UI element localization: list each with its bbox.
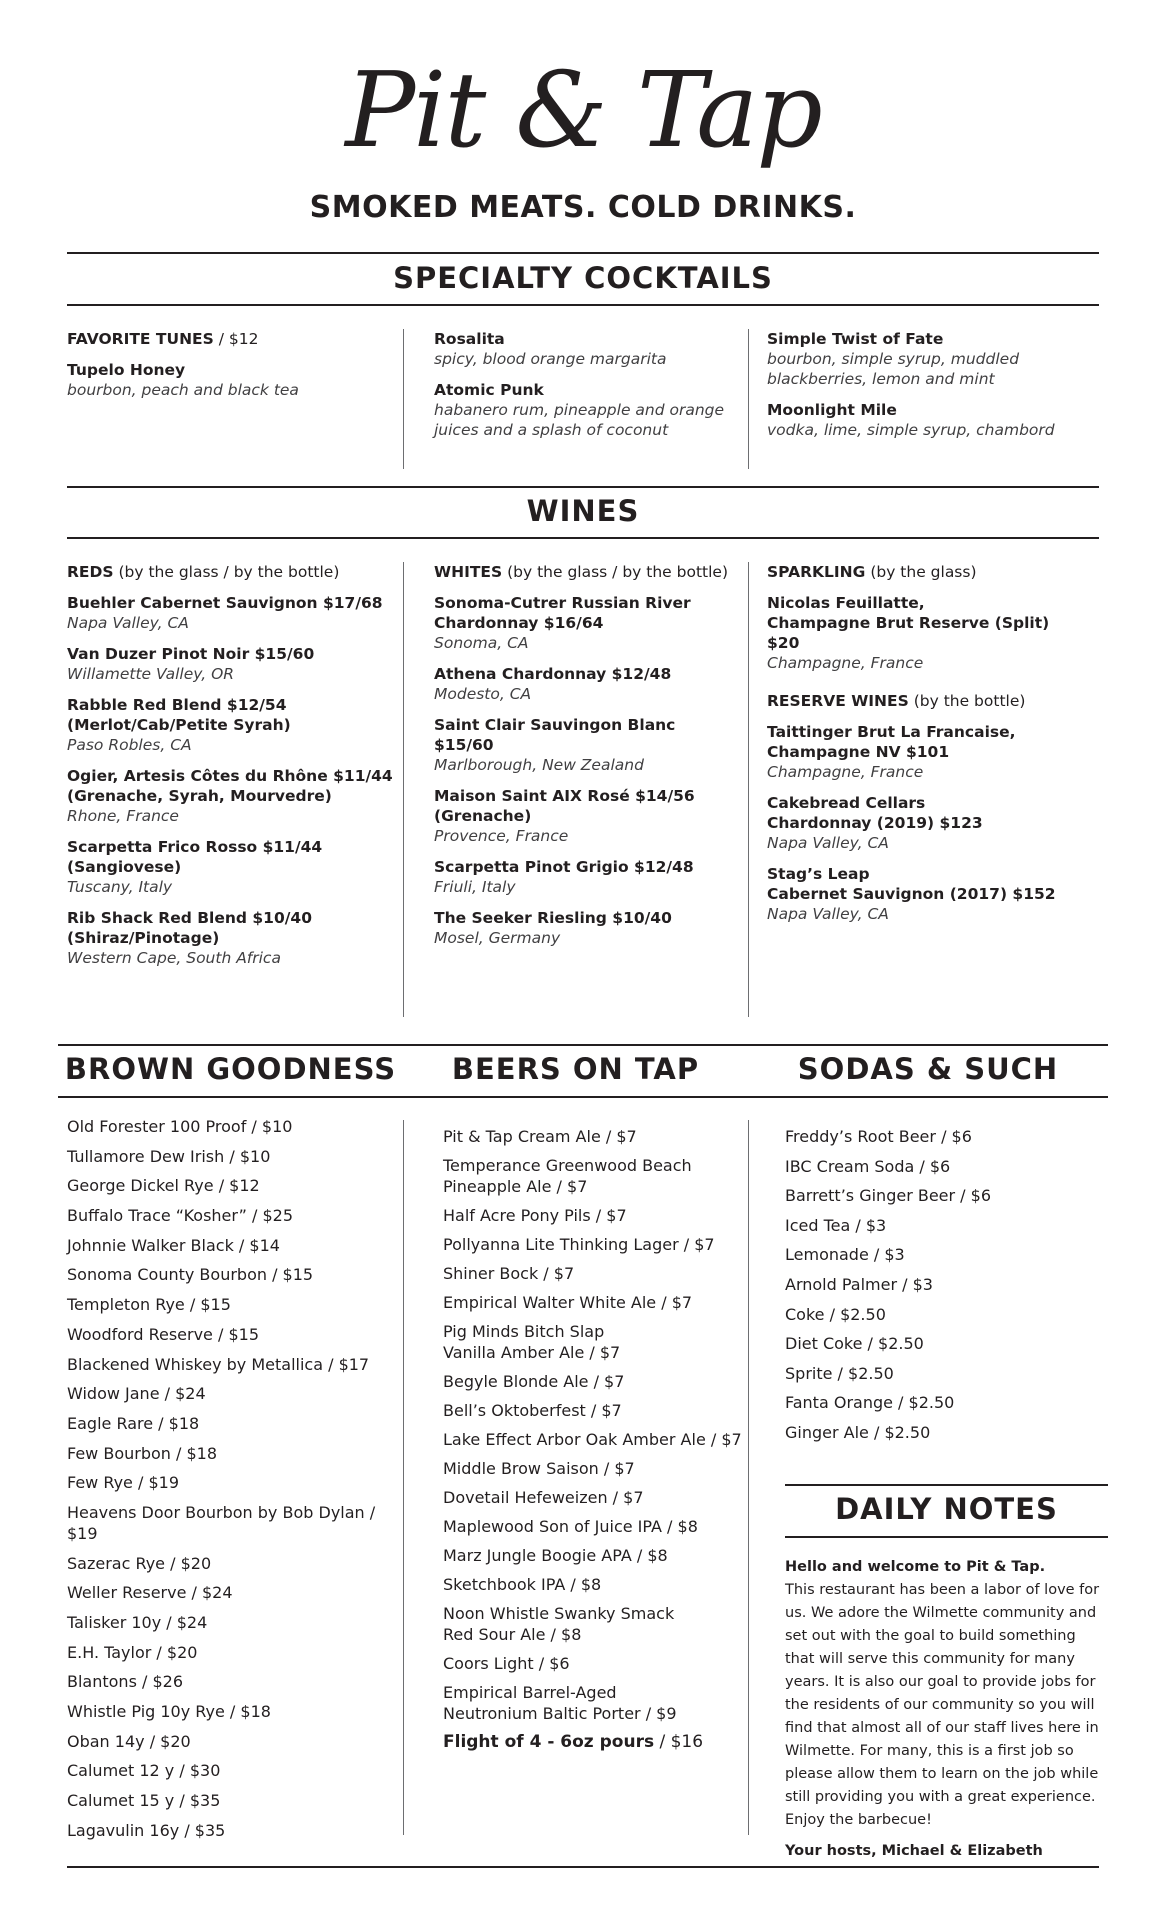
item-name: Rib Shack Red Blend $10/40 (Shiraz/Pinotage) — [67, 909, 312, 947]
list-item: Noon Whistle Swanky Smack Red Sour Ale / $8 — [443, 1604, 675, 1644]
item-description: Mosel, Germany — [434, 929, 561, 947]
list-item: Empirical Walter White Ale / $7 — [443, 1293, 693, 1312]
list-item: Sonoma County Bourbon / $15 — [67, 1265, 314, 1285]
item-name: Rosalita — [434, 330, 505, 348]
item-description: Champagne, France — [767, 654, 924, 672]
wine-group-header: RESERVE WINES (by the bottle) — [767, 692, 1026, 710]
item-description: Champagne, France — [767, 763, 924, 781]
list-item: Shiner Bock / $7 — [443, 1264, 575, 1283]
list-item: Lake Effect Arbor Oak Amber Ale / $7 — [443, 1430, 742, 1449]
daily-notes-text — [785, 1556, 1105, 1863]
list-item: Templeton Rye / $15 — [67, 1295, 231, 1315]
item-name: Rabble Red Blend $12/54 (Merlot/Cab/Petite Syrah) — [67, 696, 291, 734]
menu-item — [434, 380, 734, 440]
cocktail-group-header: FAVORITE TUNES / $12 — [67, 330, 259, 348]
item-description: Marlborough, New Zealand — [434, 756, 644, 774]
menu-item — [67, 766, 397, 826]
item-name: Maison Saint AIX Rosé $14/56 (Grenache) — [434, 787, 695, 825]
notes-body: This restaurant has been a labor of love for us. We adore the Wilmette community and set out with the goal to build something that will serve this community for many years. It is also our goal to provide jobs for the residents of our community so you will find that almost all of our staff lives here in Wilmette. For many, this is a first job so please allow them to learn on the job while still providing you with a great experience. Enjoy the barbecue! — [785, 1582, 1100, 1828]
list-item: Lemonade / $3 — [785, 1245, 905, 1265]
wine-group-header: REDS (by the glass / by the bottle) — [67, 563, 340, 581]
list-item: E.H. Taylor / $20 — [67, 1642, 198, 1662]
list-item: George Dickel Rye / $12 — [67, 1176, 260, 1196]
menu-item — [434, 664, 739, 704]
item-name: Ogier, Artesis Côtes du Rhône $11/44 (Grenache, Syrah, Mourvedre) — [67, 767, 393, 805]
menu-item — [434, 857, 739, 897]
cocktails-column-3 — [767, 329, 1087, 451]
list-item: Blantons / $26 — [67, 1672, 184, 1692]
list-item: Pit & Tap Cream Ale / $7 — [443, 1127, 637, 1146]
menu-item — [767, 722, 1097, 782]
section-title-sodas: SODAS & SUCH — [797, 1052, 1059, 1086]
item-name: Saint Clair Sauvingon Blanc $15/60 — [434, 716, 676, 754]
beers-on-tap-list — [443, 1126, 743, 1753]
list-item: Tullamore Dew Irish / $10 — [67, 1146, 271, 1166]
menu-item — [434, 715, 739, 775]
list-item: Calumet 12 y / $30 — [67, 1761, 221, 1781]
list-item: Barrett’s Ginger Beer / $6 — [785, 1186, 992, 1206]
menu-item — [67, 360, 387, 400]
divider — [67, 252, 1099, 254]
tagline: SMOKED MEATS. COLD DRINKS. — [309, 190, 857, 225]
wines-reds-column — [67, 562, 397, 979]
list-item: Calumet 15 y / $35 — [67, 1791, 221, 1811]
list-item: Widow Jane / $24 — [67, 1384, 206, 1404]
item-description: Friuli, Italy — [434, 878, 516, 896]
menu-item — [67, 837, 397, 897]
item-name: Scarpetta Frico Rosso $11/44 (Sangiovese) — [67, 838, 323, 876]
column-divider — [403, 562, 404, 1017]
divider — [785, 1536, 1108, 1538]
section-title-wines: WINES — [526, 494, 640, 528]
item-description: Rhone, France — [67, 807, 179, 825]
item-description: Willamette Valley, OR — [67, 665, 235, 683]
item-name: Van Duzer Pinot Noir $15/60 — [67, 645, 315, 663]
list-item: Bell’s Oktoberfest / $7 — [443, 1401, 622, 1420]
menu-item — [434, 786, 739, 846]
menu-item — [434, 593, 739, 653]
list-item: Blackened Whiskey by Metallica / $17 — [67, 1354, 370, 1374]
list-item: Dovetail Hefeweizen / $7 — [443, 1488, 644, 1507]
list-item: Diet Coke / $2.50 — [785, 1334, 924, 1354]
item-description: bourbon, simple syrup, muddled blackberries, lemon and mint — [767, 350, 1020, 388]
item-name: Taittinger Brut La Francaise, Champagne NV $101 — [767, 723, 1016, 761]
list-item: Woodford Reserve / $15 — [67, 1324, 259, 1344]
item-description: Provence, France — [434, 827, 569, 845]
list-item: Talisker 10y / $24 — [67, 1613, 208, 1632]
divider — [58, 1044, 1108, 1046]
wine-group-header: WHITES (by the glass / by the bottle) — [434, 563, 728, 581]
item-description: Tuscany, Italy — [67, 878, 173, 896]
column-divider — [748, 329, 749, 469]
list-item: Iced Tea / $3 — [785, 1215, 887, 1235]
list-item: IBC Cream Soda / $6 — [785, 1156, 951, 1176]
column-divider — [403, 329, 404, 469]
list-item: Marz Jungle Boogie APA / $8 — [443, 1546, 668, 1565]
menu-item — [767, 793, 1097, 853]
list-item: Few Rye / $19 — [67, 1473, 179, 1493]
item-name: Sonoma-Cutrer Russian River Chardonnay $16/64 — [434, 594, 691, 632]
list-item: Coke / $2.50 — [785, 1304, 886, 1324]
item-name: Cakebread Cellars Chardonnay (2019) $123 — [767, 794, 983, 832]
list-item: Johnnie Walker Black / $14 — [67, 1235, 280, 1255]
item-description: vodka, lime, simple syrup, chambord — [767, 421, 1055, 439]
list-item: Middle Brow Saison / $7 — [443, 1459, 635, 1478]
divider — [785, 1484, 1108, 1486]
menu-item — [434, 329, 734, 369]
list-item: Arnold Palmer / $3 — [785, 1274, 933, 1294]
menu-item — [67, 593, 397, 633]
section-title-brown-goodness: BROWN GOODNESS — [64, 1052, 397, 1086]
list-item: Oban 14y / $20 — [67, 1731, 191, 1751]
item-description: Napa Valley, CA — [67, 614, 189, 632]
item-description: spicy, blood orange margarita — [434, 350, 667, 368]
item-name: Nicolas Feuillatte, Champagne Brut Reserve (Split) $20 — [767, 594, 1050, 652]
item-description: Napa Valley, CA — [767, 905, 889, 923]
list-item: Whistle Pig 10y Rye / $18 — [67, 1702, 271, 1722]
section-title-cocktails: SPECIALTY COCKTAILS — [393, 261, 773, 295]
item-description: Western Cape, South Africa — [67, 949, 281, 967]
list-item: Freddy’s Root Beer / $6 — [785, 1127, 972, 1146]
item-description: bourbon, peach and black tea — [67, 381, 299, 399]
brown-goodness-list — [67, 1116, 402, 1841]
item-description: Modesto, CA — [434, 685, 532, 703]
divider — [67, 486, 1099, 488]
menu-item — [767, 593, 1097, 673]
wine-group-header: SPARKLING (by the glass) — [767, 563, 977, 581]
item-name: Simple Twist of Fate — [767, 330, 944, 348]
list-item: Half Acre Pony Pils / $7 — [443, 1206, 627, 1225]
item-description: habanero rum, pineapple and orange juices and a splash of coconut — [434, 401, 725, 439]
list-item: Lagavulin 16y / $35 — [67, 1820, 226, 1840]
list-item: Empirical Barrel-Aged Neutronium Baltic Porter / $9 — [443, 1683, 677, 1723]
column-divider — [403, 1120, 404, 1835]
divider — [58, 1096, 1108, 1098]
cocktails-column-1 — [67, 329, 387, 411]
flight-item: Flight of 4 - 6oz pours / $16 — [443, 1732, 704, 1752]
notes-signature: Your hosts, Michael & Elizabeth — [785, 1843, 1043, 1859]
section-title-daily-notes: DAILY NOTES — [835, 1492, 1058, 1526]
item-name: Buehler Cabernet Sauvignon $17/68 — [67, 594, 383, 612]
list-item: Temperance Greenwood Beach Pineapple Ale / $7 — [443, 1156, 692, 1196]
notes-greeting: Hello and welcome to Pit & Tap. — [785, 1559, 1046, 1575]
menu-item — [67, 644, 397, 684]
list-item: Coors Light / $6 — [443, 1654, 570, 1673]
wines-sparkling-column — [767, 562, 1097, 935]
list-item: Eagle Rare / $18 — [67, 1413, 200, 1433]
column-divider — [748, 562, 749, 1017]
item-name: Tupelo Honey — [67, 361, 186, 379]
list-item: Fanta Orange / $2.50 — [785, 1393, 955, 1413]
column-divider — [748, 1120, 749, 1835]
list-item: Pollyanna Lite Thinking Lager / $7 — [443, 1235, 715, 1254]
menu-item — [67, 695, 397, 755]
item-description: Sonoma, CA — [434, 634, 529, 652]
logo: Pit & Tap — [345, 49, 821, 171]
list-item: Weller Reserve / $24 — [67, 1583, 233, 1603]
menu-item — [434, 908, 739, 948]
item-name: Athena Chardonnay $12/48 — [434, 665, 672, 683]
item-description: Napa Valley, CA — [767, 834, 889, 852]
list-item: Sketchbook IPA / $8 — [443, 1575, 602, 1594]
item-description: Paso Robles, CA — [67, 736, 192, 754]
list-item: Buffalo Trace “Kosher” / $25 — [67, 1206, 294, 1226]
section-title-beers-on-tap: BEERS ON TAP — [451, 1052, 700, 1086]
list-item: Ginger Ale / $2.50 — [785, 1422, 931, 1442]
list-item: Few Bourbon / $18 — [67, 1443, 218, 1463]
cocktails-column-2 — [434, 329, 734, 451]
divider — [67, 1866, 1099, 1868]
list-item: Begyle Blonde Ale / $7 — [443, 1372, 625, 1391]
sodas-list — [785, 1126, 1095, 1443]
item-name: Scarpetta Pinot Grigio $12/48 — [434, 858, 694, 876]
list-item: Heavens Door Bourbon by Bob Dylan / $19 — [67, 1502, 376, 1543]
menu-item — [767, 864, 1097, 924]
menu-item — [767, 329, 1087, 389]
divider — [67, 304, 1099, 306]
item-name: Stag’s Leap Cabernet Sauvignon (2017) $152 — [767, 865, 1056, 903]
item-name: Moonlight Mile — [767, 401, 897, 419]
menu-item — [67, 908, 397, 968]
item-name: Atomic Punk — [434, 381, 544, 399]
list-item: Sazerac Rye / $20 — [67, 1553, 212, 1573]
menu-item — [767, 400, 1087, 440]
list-item: Sprite / $2.50 — [785, 1363, 894, 1383]
list-item: Old Forester 100 Proof / $10 — [67, 1117, 293, 1136]
divider — [67, 537, 1099, 539]
item-name: The Seeker Riesling $10/40 — [434, 909, 672, 927]
wines-whites-column — [434, 562, 739, 959]
list-item: Pig Minds Bitch Slap Vanilla Amber Ale / $7 — [443, 1322, 621, 1362]
list-item: Maplewood Son of Juice IPA / $8 — [443, 1517, 698, 1536]
